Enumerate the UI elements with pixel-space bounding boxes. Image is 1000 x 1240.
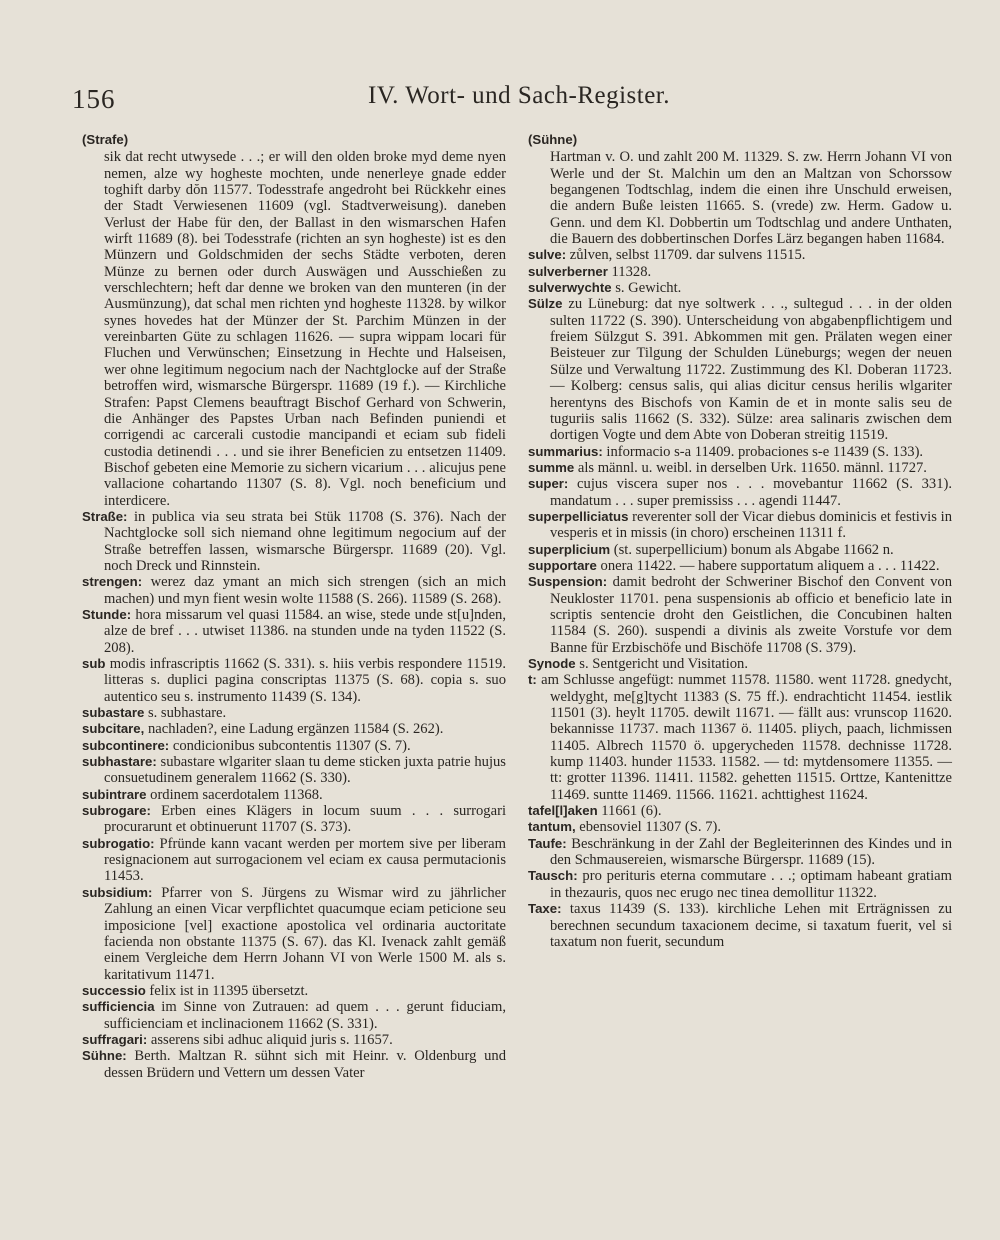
register-entry	[82, 836, 506, 885]
entry-headword: summarius:	[528, 443, 603, 459]
entry-text: 11328.	[607, 263, 652, 280]
entry-text: Berth. Maltzan R. sühnt sich mit Heinr. v. Oldenburg und dessen Brüdern und Vettern um dessen Vater	[104, 1048, 506, 1081]
register-entry	[528, 901, 952, 950]
register-entry	[82, 721, 506, 737]
entry-headword: sulve:	[528, 247, 567, 263]
register-entry	[82, 983, 506, 999]
entry-headword: subastare	[82, 705, 145, 721]
register-entry	[82, 574, 506, 607]
register-entry	[82, 656, 506, 705]
entry-text: als männl. u. weibl. in derselben Urk. 11650. männl. 11727.	[574, 459, 927, 476]
entry-headword: successio	[82, 982, 146, 998]
continued-label: (Sühne)	[528, 132, 578, 147]
entry-text: Erben eines Klägers in locum suum . . . surrogari procurarunt et obtinuerunt 11707 (S. 373).	[104, 803, 506, 836]
register-entry	[528, 460, 952, 476]
register-entry	[82, 754, 506, 787]
register-entry	[528, 247, 952, 263]
entry-headword: sulverwychte	[528, 280, 612, 296]
entry-text: s. Sentgericht und Visitation.	[575, 656, 748, 672]
entry-text: felix ist in 11395 übersetzt.	[145, 982, 309, 999]
entry-text: im Sinne von Zutrauen: ad quem . . . gerunt fiduciam, sufficienciam et inclinacionem 11662 (S. 331).	[104, 999, 506, 1032]
entry-headword: Straße:	[82, 508, 128, 524]
entry-text: ebensoviel 11307 (S. 7).	[575, 819, 721, 836]
entry-text: s. subhastare.	[144, 705, 227, 722]
entry-headword: Taufe:	[528, 835, 567, 851]
left-column	[82, 132, 506, 1081]
entry-headword: superpelliciatus	[528, 508, 629, 524]
register-entry	[82, 1032, 506, 1048]
entry-text: cujus viscera super nos . . . movebantur 11662 (S. 331). mandatum . . . super premississ . . . agendi 11447.	[550, 476, 952, 509]
entry-headword: Stunde:	[82, 606, 132, 622]
register-entry	[528, 542, 952, 558]
entry-headword: super:	[528, 476, 569, 492]
entry-headword: Synode	[528, 656, 576, 671]
register-entry	[528, 444, 952, 460]
continuation-text: sik dat recht utwysede . . .; er will den olden broke myd deme nyen nemen, alze wy hogheste mochten, unde nenerleye gnade edder toghift darby dŏn 11577. Todesstrafe angedroht bei Rückkehr eines der Stadt Verwiesenen 11609 (vgl. Stadtverweisung). daneben Verlust der Habe für den, der Ballast in den wismarschen Hafen wirft 11689 (8). bei Todesstrafe (richten an syn hogheste) ist es den Münzern und Goldschmiden der sechs Städte verboten, deren Münze zu bernen oder durch Auswägen und Ausschießen zu verschlechtern; heft dar denne we broken van den munteren (in der Ausmünzung), dat schal men richten ynd hogheste 11328. by wilkor synes hovedes hat der Münzer der St. Parchim Münzen in der vereinbarten Güte zu schlagen 11626. — supra wippam locari für Fluchen und Verwünschen; Einsetzung in Hechte und Halseisen, wer ohne legitimum negocium nach der Nachtglocke auf der Straße betroffen wird, wismarsche Bürgerspr. 11689 (19 f.). — Kirchliche Strafen: Papst Clemens beauftragt Bischof Gerhard von Schwerin, die Anhänger des Papstes Urban nach Befinden puniendi et corrigendi ac carcerali custodie mancipandi et eciam sub fideli custodia detinendi . . . und sie ihrer Beneficien zu entsetzen 11409. Bischof gebeten eine Memorie zu sichern vicarium . . . alicujus pene vallacione cohartando 11307 (S. 8). Vgl. noch beneficium und interdicere.	[104, 149, 506, 509]
entry-text: zu Lüneburg: dat nye soltwerk . . ., sultegud . . . in der olden sulten 11722 (S. 390). Unterscheidung von abgabenpflichtigem und freiem Sülzgut S. 391. Abkommen mit gen. Prälaten wegen einer Beisteuer zur Tilgung der Schulden Lüneburgs; wegen der neuen Sülze und Verwaltung 11722. Zustimmung des Kl. Doberan 11723. — Kolberg: census salis, qui alias dicitur census herilis wlgariter herentyns des Bischofs von Kamin de et in monte salis seu de tuguriis salis 11662 (S. 332). Sülze: area salinaris zwischen dem dortigen Vogte und dem Abte von Doberan streitig 11519.	[550, 296, 952, 444]
entry-headword: subhastare:	[82, 754, 157, 770]
entry-list	[82, 509, 506, 1081]
continuation-text: Hartman v. O. und zahlt 200 M. 11329. S. zw. Herrn Johann VI von Werle und der St. Malchin um den an Maltzan von Schorssow begangenen Todtschlag, indem die einen ihre Unschuld erweisen, die andern Buße leisten 11665. S. (vrede) zw. Herm. Gadow u. Genn. und dem Kl. Dobbertin um Todtschlag und andere Unthaten, die Bauern des dobbertinschen Dorfes Lärz begangen haben 11684.	[550, 149, 952, 248]
register-entry	[528, 656, 952, 672]
entry-text: damit bedroht der Schweriner Bischof den Convent von Neukloster 11701. pena suspensionis ab officio et beneficio late in scriptis sentencie droht den Geistlichen, die Concubinen halten 11584 (S. 260). suspendi a divinis als zweite Vorstufe vor dem Banne für Erzbischöfe und Bischöfe 11708 (S. 379).	[550, 574, 952, 656]
register-entry	[82, 738, 506, 754]
entry-headword: Sülze	[528, 296, 563, 312]
entry-headword: sulverberner	[528, 263, 608, 279]
register-entry	[82, 885, 506, 983]
entry-headword: supportare	[528, 557, 597, 573]
right-column	[528, 132, 952, 950]
entry-headword: subsidium:	[82, 884, 153, 900]
entry-text: s. Gewicht.	[611, 280, 682, 297]
entry-text: am Schlusse angefügt: nummet 11578. 11580. went 11728. gnedycht, weldyght, me[g]tycht 11383 (S. 75 ff.). endrachticht 11454. iestlik 11501 (3). heylt 11705. dewilt 11671. — fällt aus: vrunscop 11620. bekannisse 11737. mach 11367 ö. 11405. pliych, paach, lichmissen 11405. Albrech 11570 ö. upgerycheden 11578. dechnisse 11728. kump 11403. hunder 11533. 11582. — td: mytdensomere 11355. — tt: grotter 11396. 11411. 11582. gehetten 11515. Orttze, Kantenittze 11469. suntte 11469. 11566. 11621. achttighest 11624.	[536, 672, 952, 803]
entry-text: hora missarum vel quasi 11584. an wise, stede unde st[u]nden, alze de bref . . . utwiset 11386. na stunden unde na tyden 11522 (S. 208).	[104, 606, 506, 656]
register-entry	[528, 509, 952, 542]
register-entry	[528, 296, 952, 443]
entry-headword: subintrare	[82, 786, 147, 802]
register-entry	[82, 999, 506, 1032]
entry-text: informacio s-a 11409. probaciones s-e 11439 (S. 133).	[602, 443, 924, 460]
entry-text: werez daz ymant an mich sich strengen (sich an mich machen) und myn fient wesin wolte 11588 (S. 266). 11589 (S. 268).	[104, 574, 506, 607]
entry-headword: superplicium	[528, 541, 611, 557]
register-entry	[82, 803, 506, 836]
entry-headword: Tausch:	[528, 868, 578, 884]
register-entry	[528, 836, 952, 869]
entry-text: modis infrascriptis 11662 (S. 331). s. hiis verbis respondere 11519. litteras s. duplici pagina conscriptas 11375 (S. 68). copia s. suo autentico seu s. instrumento 11439 (S. 134).	[104, 656, 506, 705]
entry-headword: Sühne:	[82, 1048, 127, 1064]
entry-text: Pfarrer von S. Jürgens zu Wismar wird zu jährlicher Zahlung an einen Vicar verpflichtet quacumque eciam peticione seu imposicione [vel] exactione apostolica vel ordinaria auctoritate facienda non obstante 11375 (S. 67). das Kl. Ivenack zahlt gemäß einem Vergleiche dem Herrn Johann VI von Werle 1500 M. als s. karitativum 11471.	[104, 884, 506, 983]
entry-headword: subrogare:	[82, 803, 151, 819]
entry-list	[528, 247, 952, 950]
entry-text: ordinem sacerdotalem 11368.	[146, 786, 323, 803]
entry-text: pro perituris eterna commutare . . .; optimam habeant gratiam in thezauris, quos nec erugo nec tinea demollitur 11322.	[550, 868, 952, 901]
page-number: 156	[72, 84, 116, 114]
register-entry	[528, 819, 952, 835]
entry-headword: subcitare,	[82, 721, 145, 737]
entry-text: subastare wlgariter slaan tu deme sticken juxta patrie hujus consuetudinem generalem 11662 (S. 330).	[104, 754, 506, 787]
entry-headword: tantum,	[528, 819, 576, 835]
entry-text: in publica via seu strata bei Stük 11708 (S. 376). Nach der Nachtglocke soll sich niemand ohne legitimum negocium auf der Straße betreffen lassen, wismarsche Bürgerspr. 11689 (20). Vgl. noch Dreck und Rinnstein.	[104, 508, 506, 574]
entry-headword: subrogatio:	[82, 835, 155, 851]
entry-headword: Taxe:	[528, 901, 562, 917]
entry-headword: sub	[82, 656, 106, 671]
register-entry	[528, 803, 952, 819]
entry-text: (st. superpellicium) bonum als Abgabe 11662 n.	[610, 541, 894, 558]
register-entry	[82, 1048, 506, 1081]
entry-text: 11661 (6).	[597, 803, 662, 820]
register-entry	[528, 476, 952, 509]
register-entry	[528, 868, 952, 901]
entry-text: reverenter soll der Vicar diebus dominicis et festivis in vesperis et in missis (in choro) erscheinen 11311 f.	[550, 508, 952, 542]
entry-headword: sufficiencia	[82, 999, 155, 1015]
register-entry	[528, 280, 952, 296]
register-entry	[82, 787, 506, 803]
running-title: IV. Wort- und Sach-Register.	[368, 82, 671, 109]
register-entry	[528, 672, 952, 803]
register-entry	[82, 509, 506, 574]
entry-headword: Suspension:	[528, 574, 608, 590]
entry-text: nachladen?, eine Ladung ergänzen 11584 (S. 262).	[144, 721, 444, 738]
entry-headword: t:	[528, 672, 537, 688]
register-entry	[528, 574, 952, 656]
entry-headword: summe	[528, 459, 575, 475]
entry-text: onera 11422. — habere supportatum aliquem a . . . 11422.	[596, 557, 940, 574]
register-entry	[528, 558, 952, 574]
continued-label: (Strafe)	[82, 132, 129, 147]
entry-headword: tafel[l]aken	[528, 803, 598, 819]
register-entry	[82, 705, 506, 721]
entry-text: zůlven, selbst 11709. dar sulvens 11515.	[566, 247, 806, 264]
register-entry	[528, 264, 952, 280]
entry-text: condicionibus subcontentis 11307 (S. 7).	[169, 737, 411, 754]
entry-text: Beschränkung in der Zahl der Begleiterinnen des Kindes und in den Schmausereien, wismarsche Bürgerspr. 11689 (15).	[550, 835, 952, 869]
entry-headword: strengen:	[82, 574, 143, 590]
entry-text: Pfründe kann vacant werden per mortem sive per liberam resignacionem aut surrogacionem vel eciam ex causa permutacionis 11453.	[104, 835, 506, 885]
entry-headword: subcontinere:	[82, 737, 170, 753]
register-entry	[82, 607, 506, 656]
entry-text: taxus 11439 (S. 133). kirchliche Lehen mit Erträgnissen zu berechnen secundum taxacionem decime, si taxatum fuerit, vel si taxatum non fuerit, secundum	[550, 901, 952, 950]
entry-headword: suffragari:	[82, 1031, 148, 1047]
entry-text: asserens sibi adhuc aliquid juris s. 11657.	[147, 1031, 393, 1048]
